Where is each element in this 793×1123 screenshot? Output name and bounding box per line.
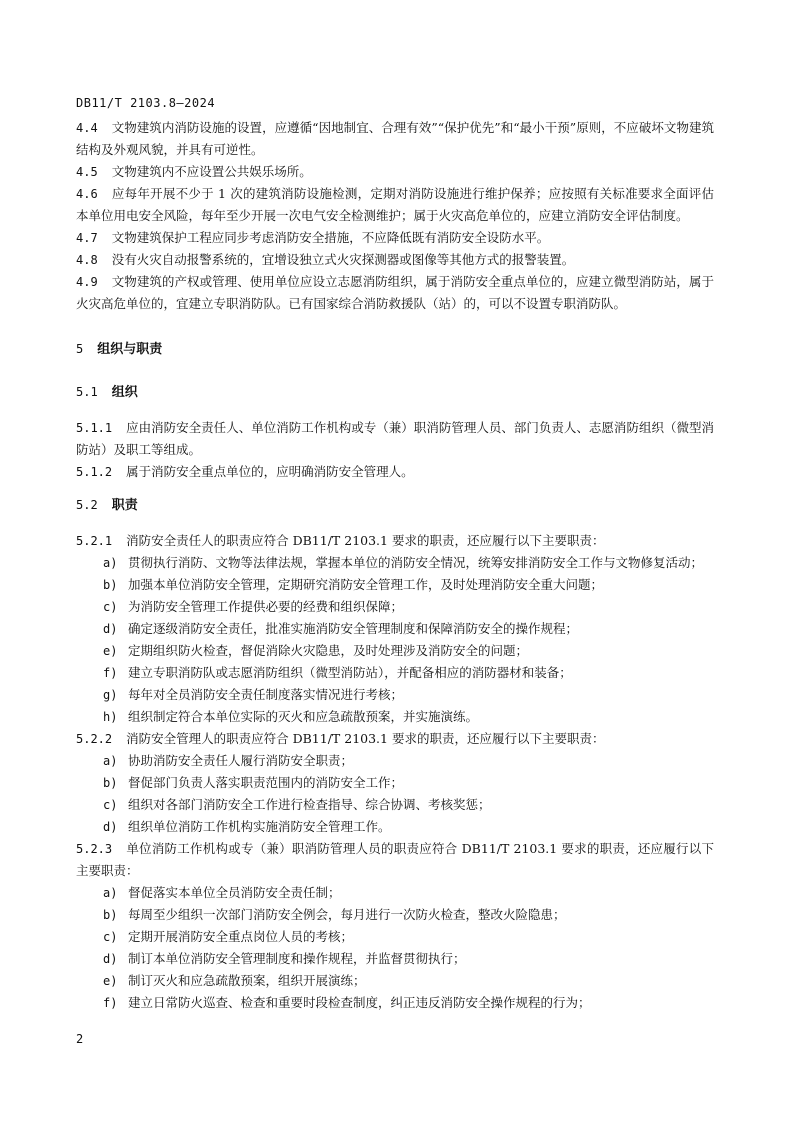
list-marker: h) [103, 710, 118, 724]
list-item-text: 组织单位消防工作机构实施消防安全管理工作。 [128, 819, 391, 834]
list-marker: e) [103, 974, 118, 988]
list-item [76, 772, 714, 794]
list-item-text: 确定逐级消防安全责任，批准实施消防安全管理制度和保障消防安全的操作规程； [128, 621, 579, 636]
list-item-text: 制订灭火和应急疏散预案，组织开展演练； [128, 973, 366, 988]
list-marker: a) [103, 754, 118, 768]
list-marker: a) [103, 886, 118, 900]
clause-number: 5.2.2 [76, 732, 113, 746]
clause-number: 4.7 [76, 231, 98, 245]
list-item-text: 定期开展消防安全重点岗位人员的考核； [128, 929, 354, 944]
list-marker: g) [103, 688, 118, 702]
list-item-text: 协助消防安全责任人履行消防安全职责； [128, 753, 354, 768]
clause-number: 4.9 [76, 275, 98, 289]
clause-5-2-1 [76, 530, 714, 552]
list-marker: c) [103, 600, 118, 614]
clause-text: 文物建筑的产权或管理、使用单位应设立志愿消防组织，属于消防安全重点单位的，应建立微型消防站，属于火灾高危单位的，宜建立专职消防队。已有国家综合消防救援队（站）的，可以不设置专职消防队。 [76, 274, 714, 311]
list-item [76, 574, 714, 596]
section-number: 5 [76, 342, 84, 356]
clause-text: 消防安全责任人的职责应符合 DB11/T 2103.1 要求的职责，还应履行以下主要职责： [126, 533, 605, 548]
list-item-text: 每周至少组织一次部门消防安全例会，每月进行一次防火检查，整改火险隐患； [128, 907, 566, 922]
list-item-text: 贯彻执行消防、文物等法律法规，掌握本单位的消防安全情况，统筹安排消防安全工作与文物修复活动； [128, 555, 704, 570]
list-item [76, 926, 714, 948]
clauses-section-4 [76, 117, 714, 315]
page-number: 2 [76, 1032, 84, 1046]
list-item-text: 督促部门负责人落实职责范围内的消防安全工作； [128, 775, 404, 790]
clause-text: 应每年开展不少于 1 次的建筑消防设施检测，定期对消防设施进行维护保养；应按照有关标准要求全面评估本单位用电安全风险，每年至少开展一次电气安全检测维护；属于火灾高危单位的，应建立消防安全评估制度。 [76, 186, 714, 223]
list-item [76, 794, 714, 816]
clause-5-1-1 [76, 417, 714, 461]
section-5-1-heading [76, 381, 714, 404]
clause-text: 文物建筑内消防设施的设置，应遵循“因地制宜、合理有效”“保护优先”和“最小干预”原则，不应破坏文物建筑结构及外观风貌，并具有可逆性。 [76, 120, 714, 157]
list-item [76, 992, 714, 1014]
list-marker: b) [103, 908, 118, 922]
clause-text: 应由消防安全责任人、单位消防工作机构或专（兼）职消防管理人员、部门负责人、志愿消防组织（微型消防站）及职工等组成。 [76, 420, 714, 457]
section-5-2-heading [76, 494, 714, 517]
clause-4-4 [76, 117, 714, 161]
list-marker: c) [103, 930, 118, 944]
clause-number: 5.1.1 [76, 421, 113, 435]
list-item [76, 816, 714, 838]
clause-text: 属于消防安全重点单位的，应明确消防安全管理人。 [126, 464, 414, 479]
clause-text: 没有火灾自动报警系统的，宜增设独立式火灾探测器或图像等其他方式的报警装置。 [111, 252, 575, 267]
clause-4-8 [76, 249, 714, 271]
clause-text: 文物建筑内不应设置公共娱乐场所。 [111, 164, 312, 179]
section-title: 职责 [111, 498, 138, 513]
clause-number: 5.2.3 [76, 842, 113, 856]
list-marker: f) [103, 666, 118, 680]
list-item-text: 定期组织防火检查，督促消除火灾隐患，及时处理涉及消防安全的问题； [128, 643, 529, 658]
list-item [76, 904, 714, 926]
list-item [76, 618, 714, 640]
clause-text: 单位消防工作机构或专（兼）职消防管理人员的职责应符合 DB11/T 2103.1 要求的职责，还应履行以下主要职责： [76, 841, 714, 878]
list-item [76, 684, 714, 706]
clause-number: 4.6 [76, 187, 98, 201]
list-item [76, 750, 714, 772]
clause-number: 4.4 [76, 121, 98, 135]
list-item-text: 建立专职消防队或志愿消防组织（微型消防站），并配备相应的消防器材和装备； [128, 665, 572, 680]
list-5-2-1 [76, 552, 714, 728]
list-marker: f) [103, 996, 118, 1010]
list-marker: b) [103, 776, 118, 790]
list-5-2-3 [76, 882, 714, 1014]
list-item-text: 制订本单位消防安全管理制度和操作规程，并监督贯彻执行； [128, 951, 466, 966]
list-item-text: 督促落实本单位全员消防安全责任制； [128, 885, 341, 900]
list-item [76, 706, 714, 728]
list-item-text: 为消防安全管理工作提供必要的经费和组织保障； [128, 599, 404, 614]
list-marker: c) [103, 798, 118, 812]
list-marker: d) [103, 622, 118, 636]
clause-number: 5.2.1 [76, 534, 113, 548]
list-item-text: 建立日常防火巡查、检查和重要时段检查制度，纠正违反消防安全操作规程的行为； [128, 995, 591, 1010]
clause-text: 文物建筑保护工程应同步考虑消防安全措施，不应降低既有消防安全设防水平。 [111, 230, 550, 245]
list-marker: a) [103, 556, 118, 570]
section-title: 组织 [111, 385, 138, 400]
list-item-text: 加强本单位消防安全管理，定期研究消防安全管理工作，及时处理消防安全重大问题； [128, 577, 604, 592]
section-5-heading [76, 338, 714, 361]
list-item [76, 662, 714, 684]
list-marker: d) [103, 820, 118, 834]
section-number: 5.1 [76, 385, 98, 399]
clause-number: 5.1.2 [76, 465, 113, 479]
list-item-text: 每年对全员消防安全责任制度落实情况进行考核； [128, 687, 404, 702]
clause-text: 消防安全管理人的职责应符合 DB11/T 2103.1 要求的职责，还应履行以下主要职责： [126, 731, 605, 746]
list-item [76, 948, 714, 970]
list-marker: b) [103, 578, 118, 592]
list-item [76, 552, 714, 574]
clause-5-2-2 [76, 728, 714, 750]
section-title: 组织与职责 [97, 342, 163, 357]
list-item-text: 组织制定符合本单位实际的灭火和应急疏散预案，并实施演练。 [128, 709, 479, 724]
clause-5-2-3 [76, 838, 714, 882]
list-item [76, 640, 714, 662]
list-marker: e) [103, 644, 118, 658]
clause-4-7 [76, 227, 714, 249]
clause-5-1-2 [76, 461, 714, 483]
section-number: 5.2 [76, 498, 98, 512]
clause-4-5 [76, 161, 714, 183]
list-5-2-2 [76, 750, 714, 838]
page-content [76, 117, 714, 1014]
clause-number: 4.5 [76, 165, 98, 179]
clause-number: 4.8 [76, 253, 98, 267]
list-item [76, 596, 714, 618]
clause-4-9 [76, 271, 714, 315]
list-item-text: 组织对各部门消防安全工作进行检查指导、综合协调、考核奖惩； [128, 797, 491, 812]
list-item [76, 970, 714, 992]
list-item [76, 882, 714, 904]
document-header: DB11/T 2103.8—2024 [76, 96, 216, 110]
list-marker: d) [103, 952, 118, 966]
clause-4-6 [76, 183, 714, 227]
